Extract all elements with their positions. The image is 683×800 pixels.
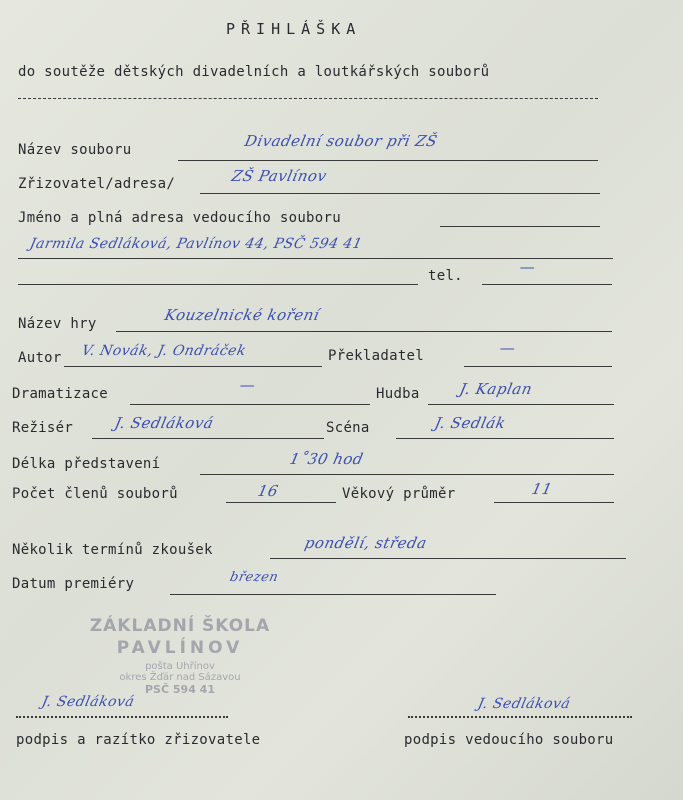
signature-label-right: podpis vedoucího souboru (404, 732, 614, 748)
school-stamp (70, 616, 290, 706)
label-scena: Scéna (326, 420, 370, 436)
line-reziser (92, 438, 324, 439)
label-zrizovatel: Zřizovatel/adresa/ (18, 176, 176, 192)
value-hudba[interactable]: J. Kaplan (458, 380, 534, 398)
label-vedouci: Jméno a plná adresa vedoucího souboru (18, 210, 341, 226)
label-vekovy-prumer: Věkový průměr (342, 486, 456, 502)
line-tel (482, 284, 612, 285)
value-zrizovatel[interactable]: ZŠ Pavlínov (230, 167, 329, 185)
value-vedouci[interactable]: Jarmila Sedláková, Pavlínov 44, PSČ 594 41 (28, 236, 364, 252)
value-premiera[interactable]: březen (228, 570, 280, 585)
value-tel[interactable]: — (518, 258, 538, 276)
form-subtitle: do soutěže dětských divadelních a loutkářských souborů (18, 64, 490, 80)
line-premiera (170, 594, 496, 595)
value-nazev-souboru[interactable]: Divadelní soubor při ZŠ (243, 132, 440, 150)
line-delka (200, 474, 614, 475)
label-tel: tel. (428, 268, 463, 284)
line-prekladatel (464, 366, 612, 367)
stamp-line3: pošta Uhřínov (145, 661, 215, 672)
label-reziser: Režisér (12, 420, 74, 436)
line-terminy (270, 558, 626, 559)
line-scena (396, 438, 614, 439)
value-prekladatel[interactable]: — (498, 339, 518, 357)
label-pocet-clenu: Počet členů souborů (12, 486, 178, 502)
line-autor (64, 366, 322, 367)
value-vekovy-prumer[interactable]: 11 (530, 480, 555, 498)
stamp-line4: okres Žďár nad Sázavou (119, 672, 241, 683)
signature-line-right (408, 716, 632, 718)
line-zrizovatel (200, 193, 600, 194)
line-dramatizace (130, 404, 370, 405)
value-reziser[interactable]: J. Sedláková (113, 414, 216, 432)
line-vekovy-prumer (494, 502, 614, 503)
label-prekladatel: Překladatel (328, 348, 425, 364)
line-hudba (428, 404, 614, 405)
value-autor[interactable]: V. Novák, J. Ondráček (80, 343, 248, 359)
label-premiera: Datum premiéry (12, 576, 135, 592)
signature-label-left: podpis a razítko zřizovatele (16, 732, 261, 748)
label-autor: Autor (18, 350, 62, 366)
stamp-line5: PSČ 594 41 (145, 683, 215, 696)
line-pocet-clenu (226, 502, 336, 503)
value-nazev-hry[interactable]: Kouzelnické koření (163, 306, 322, 324)
label-delka: Délka představení (12, 456, 161, 472)
signature-line-left (16, 716, 228, 718)
value-dramatizace[interactable]: — (238, 376, 258, 394)
form-title: PŘIHLÁŠKA (226, 20, 362, 38)
line-vedouci-1 (440, 226, 600, 227)
label-hudba: Hudba (376, 386, 420, 402)
label-terminy: Několik termínů zkoušek (12, 542, 213, 558)
line-nazev-hry (116, 331, 612, 332)
value-pocet-clenu[interactable]: 16 (256, 482, 281, 500)
subtitle-underline (18, 98, 598, 99)
line-nazev-souboru (178, 160, 598, 161)
value-scena[interactable]: J. Sedlák (433, 414, 508, 432)
value-delka[interactable]: 1˚30 hod (288, 450, 366, 468)
signature-left: J. Sedláková (40, 694, 136, 710)
line-vedouci-3 (18, 284, 418, 285)
label-dramatizace: Dramatizace (12, 386, 109, 402)
stamp-line1: ZÁKLADNÍ ŠKOLA (89, 616, 271, 636)
signature-right: J. Sedláková (476, 696, 572, 712)
stamp-line2: PAVLÍNOV (116, 638, 244, 658)
label-nazev-souboru: Název souboru (18, 142, 132, 158)
value-terminy[interactable]: pondělí, středa (303, 534, 429, 552)
label-nazev-hry: Název hry (18, 316, 97, 332)
